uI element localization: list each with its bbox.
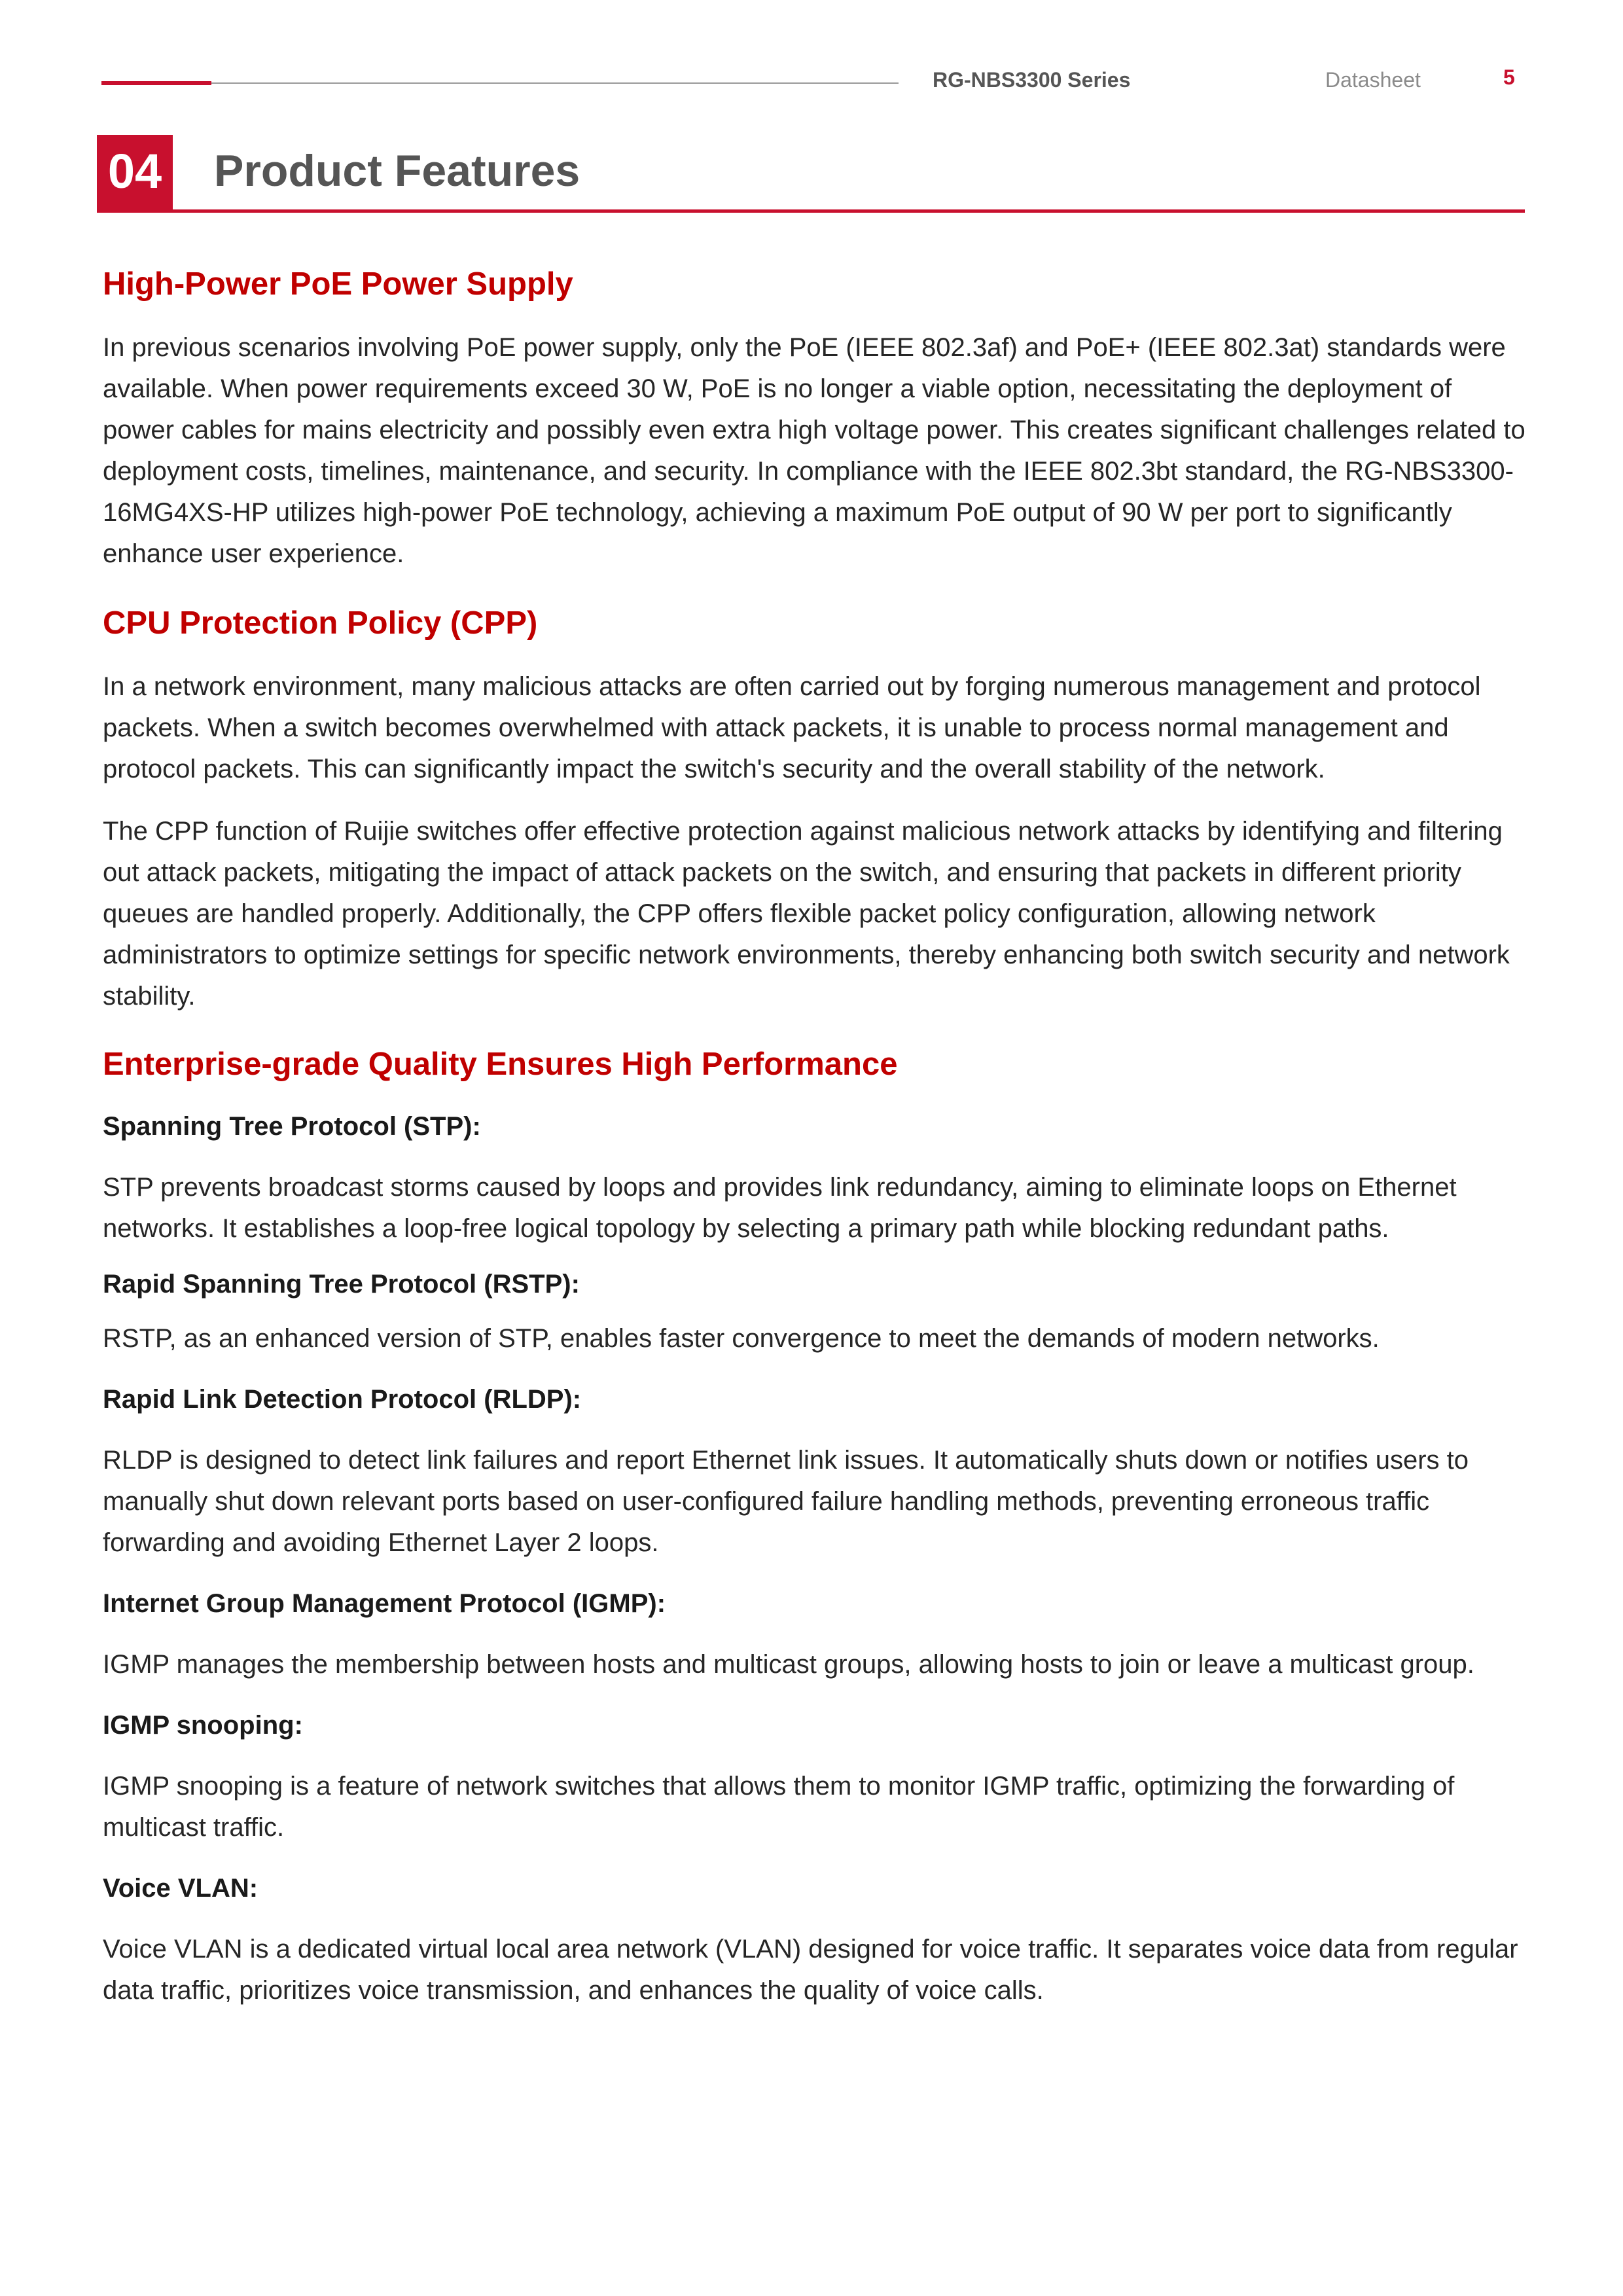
igmp-title: Internet Group Management Protocol (IGMP):	[103, 1589, 666, 1618]
rldp-paragraph: RLDP is designed to detect link failures and report Ethernet link issues. It automatically shuts down or notifies users to manually shut down relevant ports based on user-configured failure handling methods, preventing erroneous traffic forwarding and avoiding Ethernet Layer 2 loops.	[103, 1446, 1469, 1557]
header-series: RG-NBS3300 Series	[933, 68, 1131, 92]
header-accent-line	[101, 81, 211, 85]
igmp-snooping-paragraph: IGMP snooping is a feature of network switches that allows them to monitor IGMP traffic, optimizing the forwarding of multicast traffic.	[103, 1772, 1455, 1842]
voice-vlan-paragraph: Voice VLAN is a dedicated virtual local area network (VLAN) designed for voice traffic. It separates voice data from regular data traffic, prioritizes voice transmission, and enhances the quality of voice calls.	[103, 1935, 1518, 2005]
page-number: 5	[1503, 65, 1515, 89]
cpp-heading: CPU Protection Policy (CPP)	[103, 605, 538, 641]
rstp-paragraph: RSTP, as an enhanced version of STP, enables faster convergence to meet the demands of modern networks.	[103, 1324, 1380, 1353]
stp-title: Spanning Tree Protocol (STP):	[103, 1112, 481, 1141]
igmp-snooping-title: IGMP snooping:	[103, 1711, 303, 1740]
section-number-badge: 04	[97, 135, 173, 212]
section-title: Product Features	[214, 146, 580, 196]
cpp-paragraph-2: The CPP function of Ruijie switches offer effective protection against malicious network attacks by identifying and filtering out attack packets, mitigating the impact of attack packets on the switch, and ensuring that packets in different priority queues are handled properly. Additionally, the CPP offers flexible packet policy configuration, allowing network administrators to optimize settings for specific network environments, thereby enhancing both switch security and network stability.	[103, 817, 1510, 1011]
igmp-paragraph: IGMP manages the membership between hosts and multicast groups, allowing hosts to join or leave a multicast group.	[103, 1650, 1474, 1679]
poe-heading: High-Power PoE Power Supply	[103, 266, 573, 302]
rldp-title: Rapid Link Detection Protocol (RLDP):	[103, 1385, 582, 1414]
main-content	[103, 260, 1529, 2011]
poe-paragraph: In previous scenarios involving PoE power supply, only the PoE (IEEE 802.3af) and PoE+ (IEEE 802.3at) standards were available. When power requirements exceed 30 W, PoE is no longer a viable option, necessitating the deployment of power cables for mains electricity and possibly even extra high voltage power. This creates significant challenges related to deployment costs, timelines, maintenance, and security. In compliance with the IEEE 802.3bt standard, the RG-NBS3300-16MG4XS-HP utilizes high-power PoE technology, achieving a maximum PoE output of 90 W per port to significantly enhance user experience.	[103, 333, 1525, 568]
enterprise-heading: Enterprise-grade Quality Ensures High Performance	[103, 1047, 898, 1082]
header-rule	[211, 82, 899, 84]
rstp-title: Rapid Spanning Tree Protocol (RSTP):	[103, 1270, 580, 1299]
voice-vlan-title: Voice VLAN:	[103, 1874, 259, 1903]
stp-paragraph: STP prevents broadcast storms caused by loops and provides link redundancy, aiming to eliminate loops on Ethernet networks. It establishes a loop-free logical topology by selecting a primary path while blocking redundant paths.	[103, 1173, 1457, 1243]
section-title-underline	[97, 209, 1525, 213]
cpp-paragraph-1: In a network environment, many malicious attacks are often carried out by forging numerous management and protocol packets. When a switch becomes overwhelmed with attack packets, it is unable to process normal management and protocol packets. This can significantly impact the switch's security and the overall stability of the network.	[103, 672, 1481, 783]
header-doc-type: Datasheet	[1325, 68, 1421, 92]
